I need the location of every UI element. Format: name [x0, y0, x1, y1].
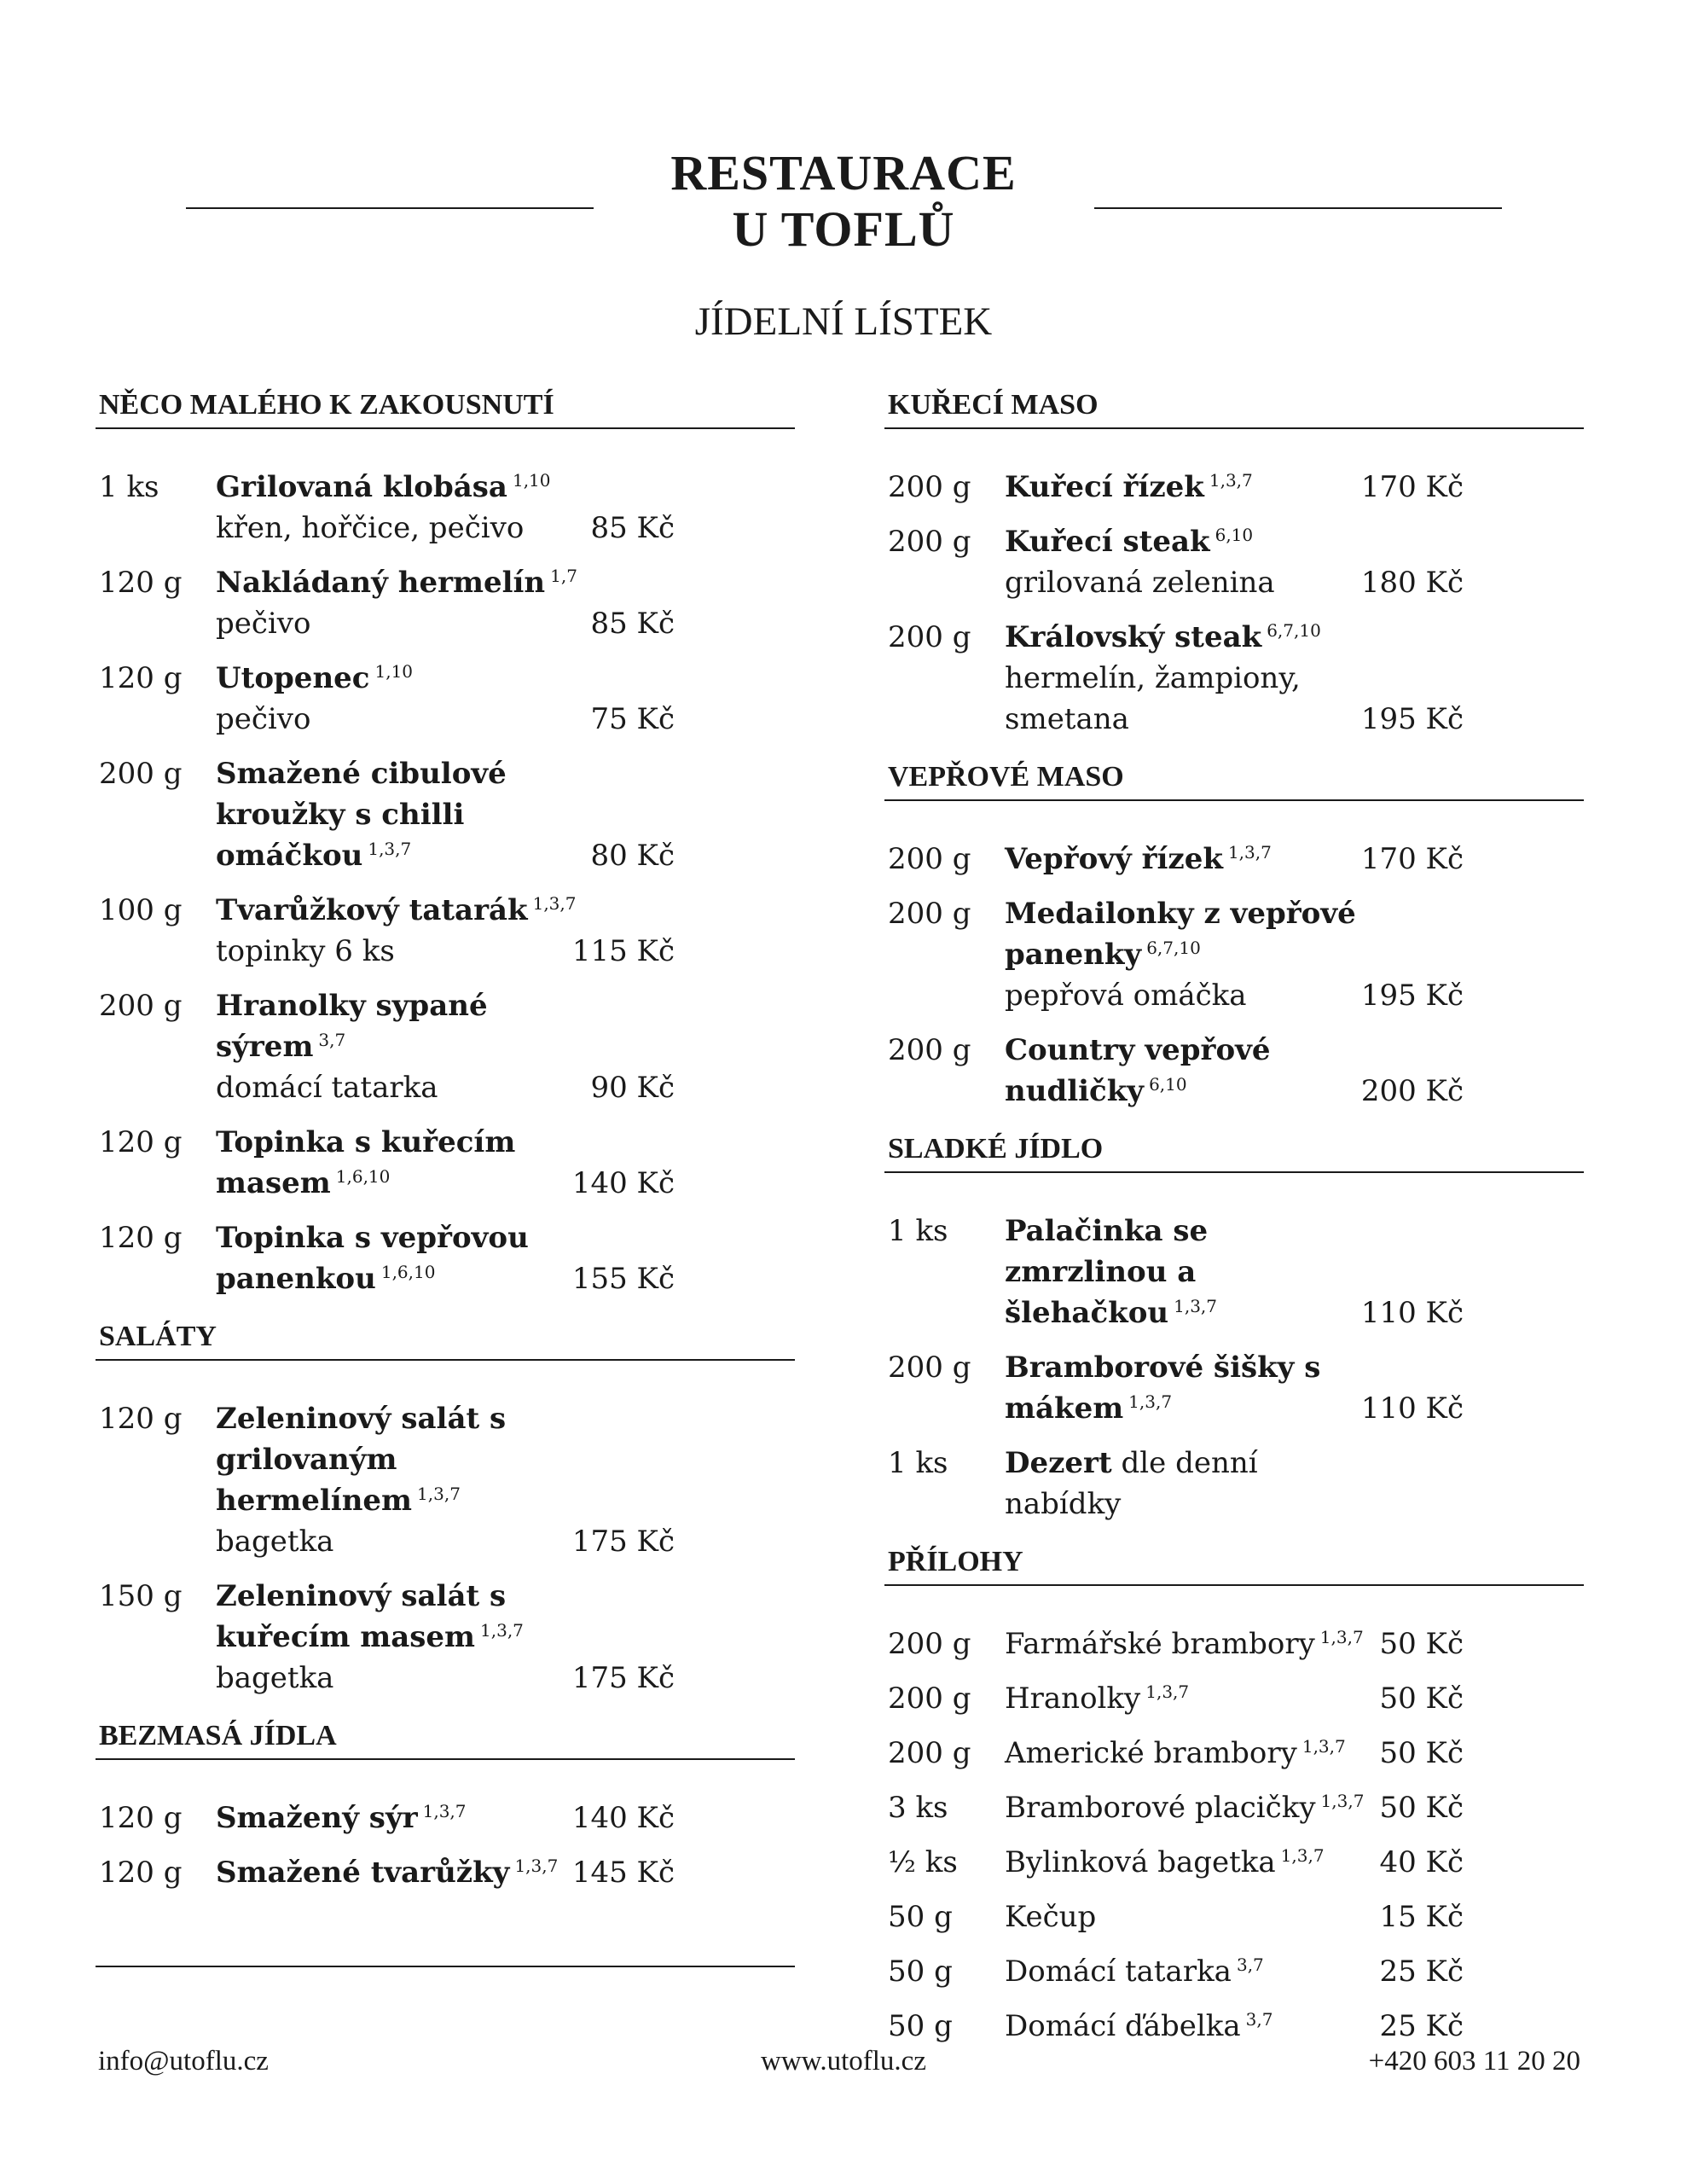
item-name-line — [216, 1217, 587, 1299]
item-price: 170 Kč — [1360, 470, 1464, 504]
item-name-line — [216, 658, 587, 699]
menu-item — [96, 658, 795, 740]
item-name-line — [1005, 839, 1376, 880]
item-content — [1005, 893, 1376, 1016]
item-name-line — [216, 1122, 587, 1204]
item-description: grilovaná zelenina — [1005, 566, 1275, 600]
item-price: 140 Kč — [571, 1166, 675, 1200]
item-name-line — [216, 1398, 587, 1521]
item-content — [1005, 1347, 1376, 1429]
item-name: Domácí ďábelka — [1005, 2009, 1241, 2043]
item-price: 85 Kč — [590, 607, 675, 641]
item-description: bagetka — [216, 1525, 334, 1559]
item-description: pepřová omáčka — [1005, 979, 1247, 1013]
item-price: 175 Kč — [571, 1525, 675, 1559]
item-name: Smažený sýr — [216, 1801, 418, 1835]
item-name-line — [1005, 521, 1376, 562]
left-column — [96, 388, 795, 1914]
menu-section — [96, 388, 795, 1299]
item-quantity: 100 g — [99, 893, 183, 927]
item-name-line — [1005, 1787, 1376, 1828]
item-name: Medailonky z vepřové panenky — [1005, 897, 1356, 972]
footer-phone[interactable]: +420 603 11 20 20 — [1368, 2046, 1580, 2077]
item-allergens: 1,3,7 — [1320, 1790, 1365, 1811]
item-price: 15 Kč — [1379, 1900, 1464, 1934]
item-name: Vepřový řízek — [1005, 842, 1223, 876]
menu-item — [96, 753, 795, 876]
item-name: Královský steak — [1005, 620, 1262, 654]
item-allergens: 6,10 — [1215, 524, 1254, 545]
item-quantity: 200 g — [99, 989, 183, 1023]
item-content — [216, 985, 587, 1108]
item-price: 50 Kč — [1379, 1736, 1464, 1770]
item-quantity: 120 g — [99, 1221, 183, 1255]
item-quantity: 120 g — [99, 1856, 183, 1890]
item-name-line — [216, 1798, 587, 1838]
item-allergens: 6,10 — [1149, 1073, 1187, 1095]
restaurant-title — [0, 145, 1687, 258]
item-name: Hranolky sypané sýrem — [216, 989, 488, 1064]
item-content — [1005, 1951, 1376, 1992]
item-quantity: 200 g — [888, 1627, 971, 1661]
item-quantity: 50 g — [888, 1955, 953, 1989]
menu-subtitle: JÍDELNÍ LÍSTEK — [694, 299, 993, 344]
menu-item — [884, 521, 1584, 603]
menu-item — [96, 1122, 795, 1204]
item-content — [216, 467, 587, 549]
item-content — [216, 658, 587, 740]
item-quantity: 200 g — [888, 470, 971, 504]
item-name-line — [1005, 1842, 1376, 1883]
footer-website[interactable]: www.utoflu.cz — [761, 2046, 926, 2077]
menu-item — [96, 1217, 795, 1299]
item-content — [1005, 1211, 1376, 1333]
item-name-line — [216, 985, 587, 1067]
menu-section — [884, 1132, 1584, 1525]
item-allergens: 3,7 — [1245, 2008, 1273, 2030]
item-allergens: 1,10 — [374, 660, 414, 682]
item-content — [1005, 1030, 1376, 1112]
menu-section — [884, 760, 1584, 1112]
section-title: KUŘECÍ MASO — [884, 388, 1584, 429]
item-allergens: 1,3,7 — [422, 1800, 467, 1821]
item-content — [1005, 1896, 1376, 1937]
section-title: PŘÍLOHY — [884, 1545, 1584, 1586]
menu-item — [96, 562, 795, 644]
item-quantity: 1 ks — [888, 1446, 948, 1480]
item-name: Kečup — [1005, 1900, 1097, 1934]
item-quantity: 200 g — [888, 897, 971, 931]
item-allergens: 1,3,7 — [532, 892, 577, 914]
item-content — [1005, 1733, 1376, 1774]
item-allergens: 1,3,7 — [1145, 1681, 1190, 1702]
item-name-line — [216, 1576, 587, 1658]
item-content — [216, 1217, 587, 1299]
item-name-line — [1005, 1443, 1376, 1525]
item-quantity: ½ ks — [888, 1845, 958, 1879]
item-price: 80 Kč — [590, 839, 675, 873]
item-description: pečivo — [216, 607, 311, 641]
item-name-line — [1005, 1896, 1376, 1937]
item-description: domácí tatarka — [216, 1071, 438, 1105]
item-quantity: 50 g — [888, 1900, 953, 1934]
item-name: Farmářské brambory — [1005, 1627, 1315, 1661]
section-title: SLADKÉ JÍDLO — [884, 1132, 1584, 1173]
item-quantity: 120 g — [99, 566, 183, 600]
item-name: Smažené tvarůžky — [216, 1856, 510, 1890]
item-content — [1005, 2006, 1376, 2047]
item-content — [216, 1576, 587, 1699]
item-price: 50 Kč — [1379, 1791, 1464, 1825]
item-allergens: 1,3,7 — [1319, 1626, 1364, 1647]
item-price: 85 Kč — [590, 511, 675, 545]
item-content — [216, 1852, 587, 1893]
left-column-bottom-rule — [96, 1966, 795, 1967]
item-price: 110 Kč — [1360, 1296, 1464, 1330]
item-name: Kuřecí steak — [1005, 525, 1210, 559]
footer-email[interactable]: info@utoflu.cz — [98, 2046, 269, 2077]
item-allergens: 1,3,7 — [368, 838, 412, 859]
menu-section — [884, 1545, 1584, 2047]
item-name-line — [216, 467, 587, 508]
item-price: 195 Kč — [1360, 979, 1464, 1013]
menu-item — [884, 617, 1584, 740]
menu-section — [96, 1320, 795, 1699]
item-description: topinky 6 ks — [216, 934, 395, 968]
section-title: BEZMASÁ JÍDLA — [96, 1719, 795, 1760]
item-price: 25 Kč — [1379, 1955, 1464, 1989]
item-name-line — [1005, 1347, 1376, 1429]
item-name-line — [1005, 1733, 1376, 1774]
item-price: 90 Kč — [590, 1071, 675, 1105]
title-line-2: U TOFLŮ — [732, 201, 955, 257]
item-price: 115 Kč — [571, 934, 675, 968]
item-quantity: 120 g — [99, 1402, 183, 1436]
item-quantity: 200 g — [888, 1682, 971, 1716]
item-content — [1005, 1443, 1376, 1525]
item-name: Topinka s vepřovou panenkou — [216, 1221, 529, 1296]
item-price: 180 Kč — [1360, 566, 1464, 600]
item-name: Smažené cibulové kroužky s chilli omáčkou — [216, 757, 507, 873]
item-content — [216, 1122, 587, 1204]
item-allergens: 1,3,7 — [514, 1855, 559, 1876]
item-content — [1005, 521, 1376, 603]
item-name: Country vepřové nudličky — [1005, 1033, 1271, 1108]
item-allergens: 1,3,7 — [1209, 469, 1253, 491]
item-content — [216, 753, 587, 876]
menu-item — [884, 1787, 1584, 1828]
item-allergens: 1,3,7 — [1174, 1295, 1217, 1316]
item-name-line — [216, 753, 587, 876]
item-name: Kuřecí řízek — [1005, 470, 1204, 504]
menu-item — [96, 890, 795, 972]
item-quantity: 120 g — [99, 1125, 183, 1159]
item-content — [1005, 839, 1376, 880]
item-price: 140 Kč — [571, 1801, 675, 1835]
menu-section — [884, 388, 1584, 740]
menu-item — [884, 467, 1584, 508]
item-allergens: 1,6,10 — [380, 1261, 436, 1282]
section-title: NĚCO MALÉHO K ZAKOUSNUTÍ — [96, 388, 795, 429]
item-name: Tvarůžkový tatarák — [216, 893, 528, 927]
menu-item — [96, 1798, 795, 1838]
menu-item — [884, 1030, 1584, 1112]
menu-item — [884, 893, 1584, 1016]
right-column — [884, 388, 1584, 2067]
title-line-1: RESTAURACE — [670, 145, 1017, 200]
item-allergens: 1,3,7 — [1128, 1391, 1173, 1412]
item-allergens: 1,3,7 — [480, 1619, 524, 1641]
menu-item — [884, 1896, 1584, 1937]
menu-item — [96, 467, 795, 549]
item-content — [1005, 1623, 1376, 1664]
menu-item — [884, 1347, 1584, 1429]
item-name: Bramborové placičky — [1005, 1791, 1316, 1825]
item-description: dle denní nabídky — [1005, 1446, 1258, 1521]
item-name: Nakládaný hermelín — [216, 566, 546, 600]
item-name-line — [1005, 467, 1376, 508]
menu-section — [96, 1719, 795, 1893]
item-name: Grilovaná klobása — [216, 470, 507, 504]
menu-item — [96, 1852, 795, 1893]
item-price: 50 Kč — [1379, 1682, 1464, 1716]
item-price: 155 Kč — [571, 1262, 675, 1296]
item-price: 175 Kč — [571, 1661, 675, 1695]
item-quantity: 200 g — [888, 1350, 971, 1385]
item-content — [216, 562, 587, 644]
item-name-line — [1005, 1211, 1376, 1333]
item-description: křen, hořčice, pečivo — [216, 511, 525, 545]
item-name: Hranolky — [1005, 1682, 1141, 1716]
item-quantity: 1 ks — [888, 1214, 948, 1248]
item-name: Bylinková bagetka — [1005, 1845, 1276, 1879]
item-name: Dezert — [1005, 1446, 1112, 1480]
item-quantity: 3 ks — [888, 1791, 948, 1825]
item-allergens: 6,7,10 — [1267, 619, 1321, 641]
item-name: Americké brambory — [1005, 1736, 1297, 1770]
item-quantity: 150 g — [99, 1579, 183, 1613]
item-price: 75 Kč — [590, 702, 675, 736]
item-name-line — [216, 1852, 587, 1893]
item-allergens: 1,3,7 — [1301, 1735, 1346, 1757]
item-allergens: 1,3,7 — [1227, 841, 1272, 863]
item-quantity: 200 g — [888, 525, 971, 559]
item-quantity: 1 ks — [99, 470, 159, 504]
item-name-line — [216, 562, 587, 603]
menu-item — [884, 1211, 1584, 1333]
menu-item — [884, 1951, 1584, 1992]
item-name: Bramborové šišky s mákem — [1005, 1350, 1321, 1426]
item-allergens: 3,7 — [318, 1029, 346, 1050]
item-description: bagetka — [216, 1661, 334, 1695]
menu-item — [884, 1842, 1584, 1883]
item-description: pečivo — [216, 702, 311, 736]
menu-item — [884, 839, 1584, 880]
menu-item — [96, 985, 795, 1108]
menu-item — [884, 1733, 1584, 1774]
item-allergens: 1,3,7 — [417, 1483, 461, 1504]
menu-item — [884, 1443, 1584, 1525]
item-description: hermelín, žampiony, smetana — [1005, 661, 1301, 736]
menu-item — [884, 1623, 1584, 1664]
section-title: VEPŘOVÉ MASO — [884, 760, 1584, 801]
item-content — [1005, 1678, 1376, 1719]
item-allergens: 1,7 — [550, 565, 577, 586]
menu-item — [96, 1398, 795, 1562]
item-content — [1005, 1842, 1376, 1883]
item-name-line — [1005, 1678, 1376, 1719]
item-price: 195 Kč — [1360, 702, 1464, 736]
item-name: Utopenec — [216, 661, 370, 695]
item-content — [1005, 1787, 1376, 1828]
item-name-line — [1005, 617, 1376, 658]
item-name: Zeleninový salát s grilovaným hermelínem — [216, 1402, 507, 1518]
item-allergens: 3,7 — [1236, 1954, 1264, 1975]
item-price: 40 Kč — [1379, 1845, 1464, 1879]
item-name-line — [1005, 1623, 1376, 1664]
item-price: 110 Kč — [1360, 1391, 1464, 1426]
item-allergens: 6,7,10 — [1146, 937, 1201, 958]
section-title: SALÁTY — [96, 1320, 795, 1361]
item-quantity: 200 g — [99, 757, 183, 791]
item-quantity: 200 g — [888, 842, 971, 876]
item-name-line — [1005, 1951, 1376, 1992]
item-name-line — [216, 890, 587, 931]
item-name-line — [1005, 893, 1376, 975]
menu-item — [884, 2006, 1584, 2047]
item-price: 50 Kč — [1379, 1627, 1464, 1661]
item-price: 200 Kč — [1360, 1074, 1464, 1108]
item-name-line — [1005, 1030, 1376, 1112]
item-content — [1005, 467, 1376, 508]
menu-item — [96, 1576, 795, 1699]
item-quantity: 120 g — [99, 661, 183, 695]
item-content — [1005, 617, 1376, 740]
item-content — [216, 1398, 587, 1562]
item-name: Topinka s kuřecím masem — [216, 1125, 516, 1200]
item-quantity: 200 g — [888, 1736, 971, 1770]
item-quantity: 200 g — [888, 620, 971, 654]
item-price: 145 Kč — [571, 1856, 675, 1890]
item-quantity: 120 g — [99, 1801, 183, 1835]
item-allergens: 1,6,10 — [335, 1165, 391, 1187]
item-name: Zeleninový salát s kuřecím masem — [216, 1579, 507, 1654]
item-content — [216, 1798, 587, 1838]
item-name: Domácí tatarka — [1005, 1955, 1232, 1989]
item-allergens: 1,3,7 — [1280, 1844, 1325, 1866]
item-content — [216, 890, 587, 972]
item-quantity: 50 g — [888, 2009, 953, 2043]
item-price: 170 Kč — [1360, 842, 1464, 876]
item-quantity: 200 g — [888, 1033, 971, 1067]
menu-item — [884, 1678, 1584, 1719]
item-name-line — [1005, 2006, 1376, 2047]
item-name: Palačinka se zmrzlinou a šlehačkou — [1005, 1214, 1209, 1330]
item-allergens: 1,10 — [512, 469, 551, 491]
item-price: 25 Kč — [1379, 2009, 1464, 2043]
